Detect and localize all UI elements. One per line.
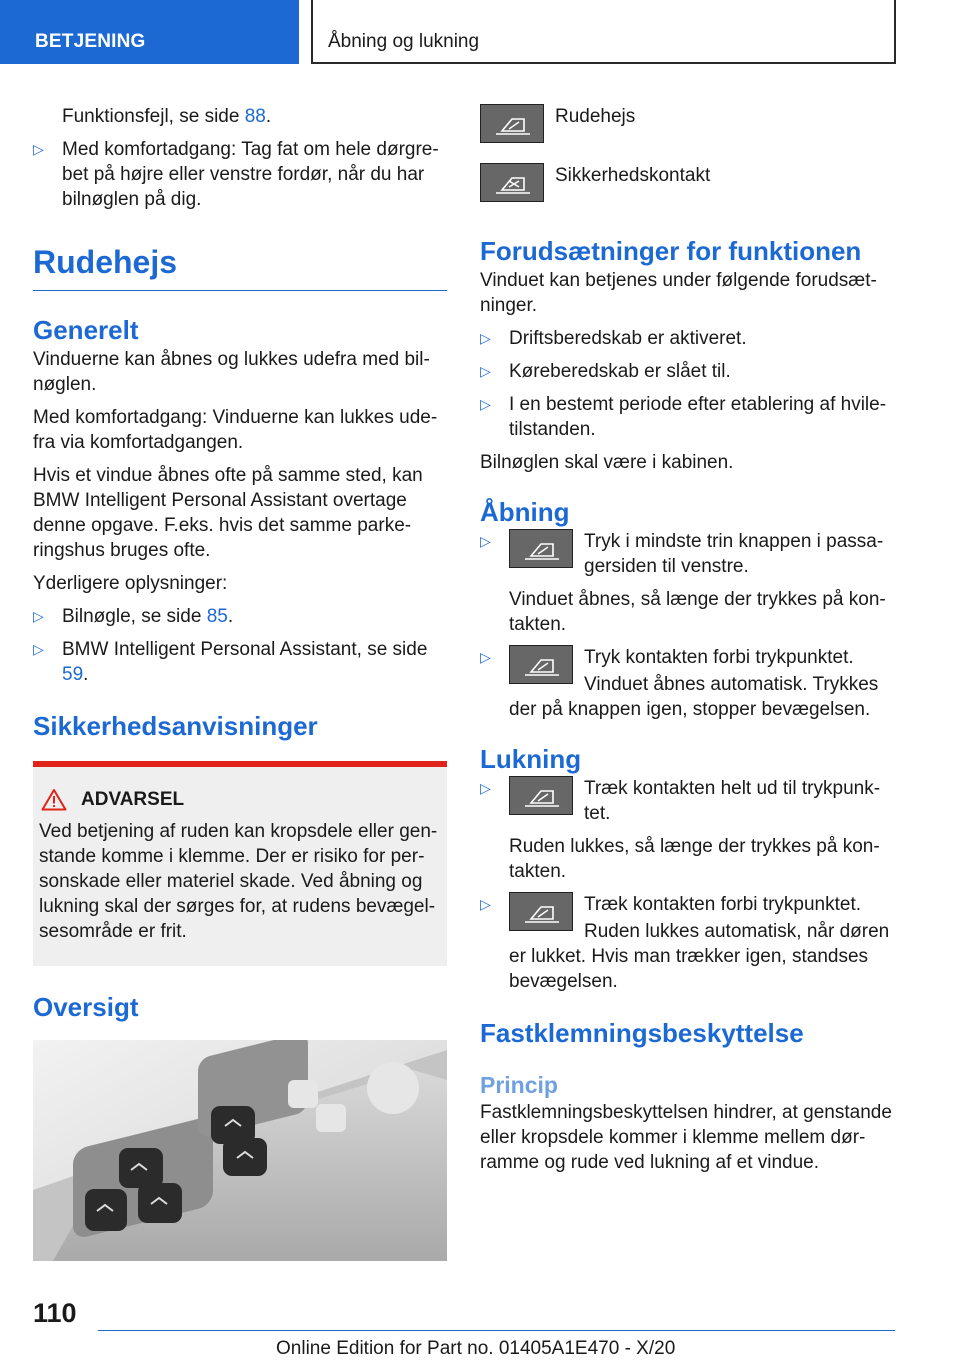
legend-row-safety-switch: Sikkerhedskontakt bbox=[480, 163, 898, 202]
heading-generelt: Generelt bbox=[33, 315, 139, 345]
legend-row-window-lift: Rudehejs bbox=[480, 104, 898, 143]
paragraph: Fastklemningsbeskyttelsen hindrer, at genstande eller kropsdele kommer i klemme mellem dørramme og rude ved lukning af et vindue. bbox=[480, 1102, 892, 1173]
triangle-bullet-icon: ▷ bbox=[480, 533, 491, 549]
heading-overview: Oversigt bbox=[33, 992, 139, 1022]
triangle-bullet-icon: ▷ bbox=[480, 896, 491, 912]
step-open-1: ▷ Tryk i mindste trin knappen i passagersiden til venstre. Vinduet åbnes, så længe der trykkes på kontakten. bbox=[480, 531, 886, 635]
warning-box bbox=[33, 761, 447, 966]
triangle-bullet-icon: ▷ bbox=[480, 649, 491, 665]
left-column bbox=[33, 104, 447, 1261]
list-item-personal-assistant: ▷ BMW Intelligent Personal Assistant, se side 59. bbox=[33, 639, 428, 685]
window-switch-photo bbox=[33, 1040, 447, 1261]
right-column bbox=[480, 104, 898, 1183]
header-section-tab: BETJENING bbox=[0, 0, 299, 64]
window-lift-switch-icon bbox=[480, 104, 544, 143]
page-link-85[interactable]: 85 bbox=[206, 606, 228, 627]
list-item: ▷ Køreberedskab er slået til. bbox=[480, 361, 731, 382]
page-link-88[interactable]: 88 bbox=[244, 106, 266, 127]
header-chapter-title: Åbning og lukning bbox=[311, 0, 896, 64]
triangle-bullet-icon: ▷ bbox=[480, 330, 491, 346]
step-close-1: ▷ Træk kontakten helt ud til trykpunktet. Ruden lukkes, så længe der trykkes på kontakten. bbox=[480, 778, 881, 882]
list-item-car-key: ▷ Bilnøgle, se side 85. bbox=[33, 606, 234, 627]
list-item: ▷ I en bestemt periode efter etablering af hviletilstanden. bbox=[480, 394, 887, 440]
window-lift-switch-icon bbox=[509, 645, 573, 684]
list-item-comfort-access: ▷ Med komfortadgang: Tag fat om hele dørgrebet på højre eller venstre fordør, når du har bilnøglen på dig. bbox=[33, 139, 439, 210]
continued-line: Funktionsfejl, se side 88. bbox=[62, 106, 272, 127]
paragraph: Vinduet kan betjenes under følgende forudsætninger. bbox=[480, 270, 877, 316]
triangle-bullet-icon: ▷ bbox=[480, 780, 491, 796]
paragraph: Vinduerne kan åbnes og lukkes udefra med bilnøglen. bbox=[33, 349, 430, 395]
heading-closing: Lukning bbox=[480, 744, 582, 774]
triangle-bullet-icon: ▷ bbox=[33, 641, 44, 657]
heading-prerequisites: Forudsætninger for funktionen bbox=[480, 236, 862, 266]
paragraph: Hvis et vindue åbnes ofte på samme sted, kan BMW Intelligent Personal Assistant overtage denne opgave. F.eks. hvis det samme parkeringshus bruges ofte. bbox=[33, 465, 423, 561]
warning-title: ADVARSEL bbox=[39, 787, 439, 812]
footer-divider bbox=[98, 1330, 895, 1331]
paragraph: Bilnøglen skal være i kabinen. bbox=[480, 452, 734, 473]
page-number: 110 bbox=[33, 1298, 77, 1328]
triangle-bullet-icon: ▷ bbox=[33, 608, 44, 624]
footer-edition: Online Edition for Part no. 01405A1E470 - X/20 bbox=[276, 1338, 676, 1359]
heading-safety: Sikkerhedsanvisninger bbox=[33, 711, 318, 741]
window-lift-switch-icon bbox=[509, 892, 573, 931]
heading-opening: Åbning bbox=[480, 497, 570, 527]
step-open-2: ▷ Tryk kontakten forbi trykpunktet. Vinduet åbnes automatisk. Trykkes der på knappen igen, stopper bevægelsen. bbox=[480, 647, 879, 720]
list-item: ▷ Driftsberedskab er aktiveret. bbox=[480, 328, 747, 349]
heading-pinch-protection: Fastklemningsbeskyttelse bbox=[480, 1018, 804, 1048]
safety-switch-icon bbox=[480, 163, 544, 202]
triangle-bullet-icon: ▷ bbox=[33, 141, 44, 157]
step-close-2: ▷ Træk kontakten forbi trykpunktet. Ruden lukkes automatisk, når døren er lukket. Hvis man trækker igen, standses bevægelsen. bbox=[480, 894, 890, 992]
heading-principle: Princip bbox=[480, 1072, 558, 1098]
warning-triangle-icon bbox=[41, 788, 67, 811]
paragraph: Yderligere oplysninger: bbox=[33, 573, 228, 594]
triangle-bullet-icon: ▷ bbox=[480, 363, 491, 379]
window-lift-switch-icon bbox=[509, 776, 573, 815]
page-link-59[interactable]: 59 bbox=[62, 664, 84, 685]
warning-text: Ved betjening af ruden kan kropsdele eller genstande komme i klemme. Der er risiko for personskade eller materiel skade. Ved åbning og lukning skal der sørges for, at rudens bevægelsesområde er frit. bbox=[39, 821, 438, 942]
triangle-bullet-icon: ▷ bbox=[480, 396, 491, 412]
page-title: Rudehejs bbox=[33, 243, 447, 291]
window-lift-switch-icon bbox=[509, 529, 573, 568]
paragraph: Med komfortadgang: Vinduerne kan lukkes udefra via komfortadgangen. bbox=[33, 407, 438, 453]
